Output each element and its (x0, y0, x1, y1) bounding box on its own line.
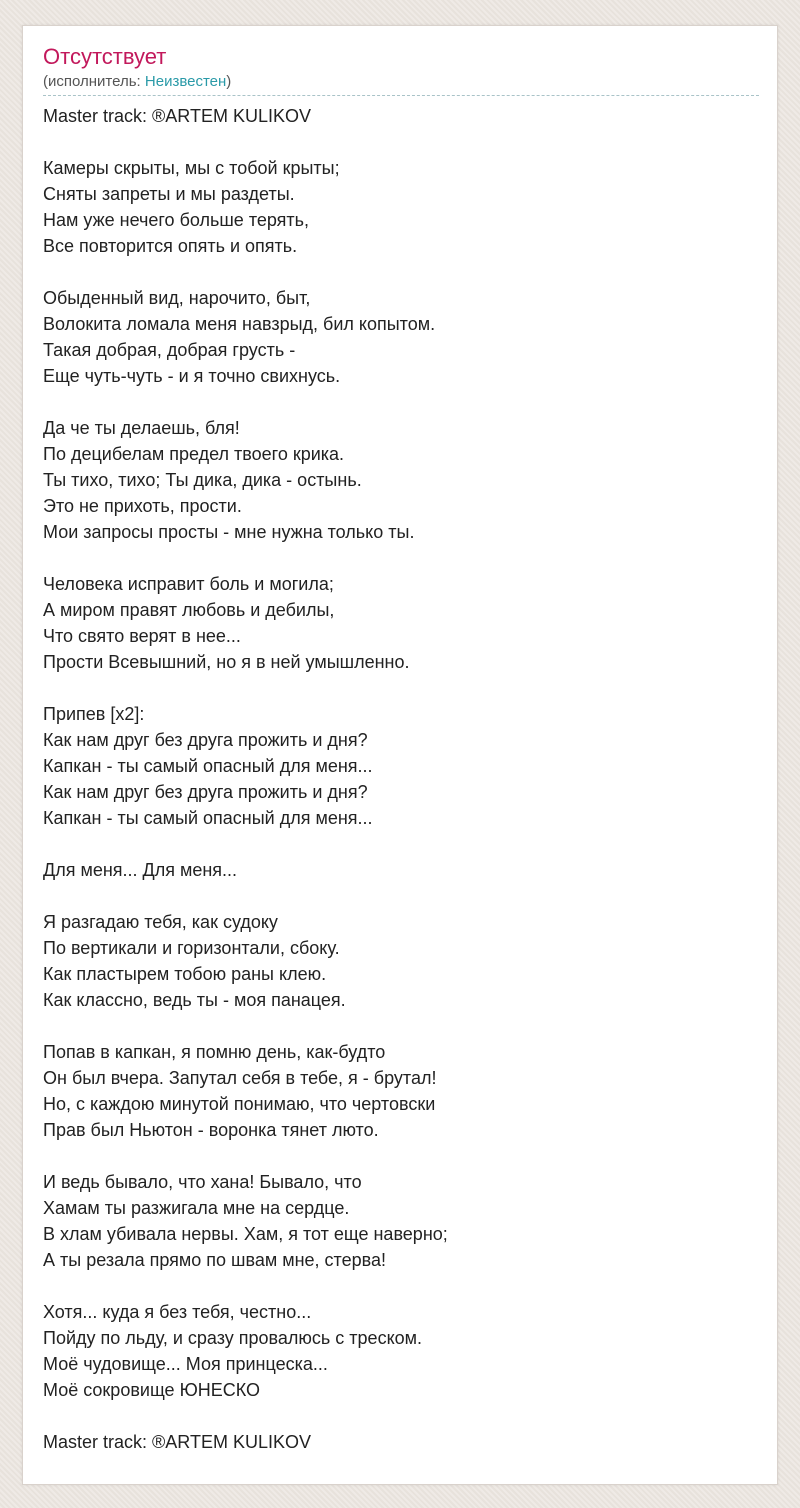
artist-line (43, 72, 231, 92)
song-header (43, 42, 759, 96)
artist-label: исполнитель: (48, 73, 145, 90)
artist-open-paren: ( (43, 73, 48, 90)
artist-close-paren: ) (226, 73, 232, 90)
song-title: Отсутствует (43, 44, 167, 69)
lyrics-text: Master track: ®ARTEM KULIKOV Камеры скрыты, мы с тобой крыты; Сняты запреты и мы раздеты. Нам уже нечего больше терять, Все повторится опять и опять. Обыденный вид, нарочито, быт, Волокита ломала меня навзрыд, бил копытом. Такая добрая, добрая грусть - Еще чуть-чуть - и я точно свихнусь. Да че ты делаешь, бля! По децибелам предел твоего крика. Ты тихо, тихо; Ты дика, дика - остынь. Это не прихоть, прости. Мои запросы просты - мне нужна только ты. Человека исправит боль и могила; А миром правят любовь и дебилы, Что свято верят в нее... Прости Всевышний, но я в ней умышленно. Припев [x2]: Как нам друг без друга прожить и дня? Капкан - ты самый опасный для меня... Как нам друг без друга прожить и дня? Капкан - ты самый опасный для меня... Для меня... Для меня... Я разгадаю тебя, как судоку По вертикали и горизонтали, сбоку. Как пластырем тобою раны клею. Как классно, ведь ты - моя панацея. Попав в капкан, я помню день, как-будто Он был вчера. Запутал себя в тебе, я - брутал! Но, с каждою минутой понимаю, что чертовски Прав был Ньютон - воронка тянет люто. И ведь бывало, что хана! Бывало, что Хамам ты разжигала мне на сердце. В хлам убивала нервы. Хам, я тот еще наверно; А ты резала прямо по швам мне, стерва! Хотя... куда я без тебя, честно... Пойду по льду, и сразу провалюсь с треском. Моё чудовище... Моя принцеска... Моё сокровище ЮНЕСКО Master track: ®ARTEM KULIKOV (43, 106, 448, 1452)
artist-link[interactable]: Неизвестен (144, 73, 227, 90)
lyrics-card (22, 25, 778, 1485)
